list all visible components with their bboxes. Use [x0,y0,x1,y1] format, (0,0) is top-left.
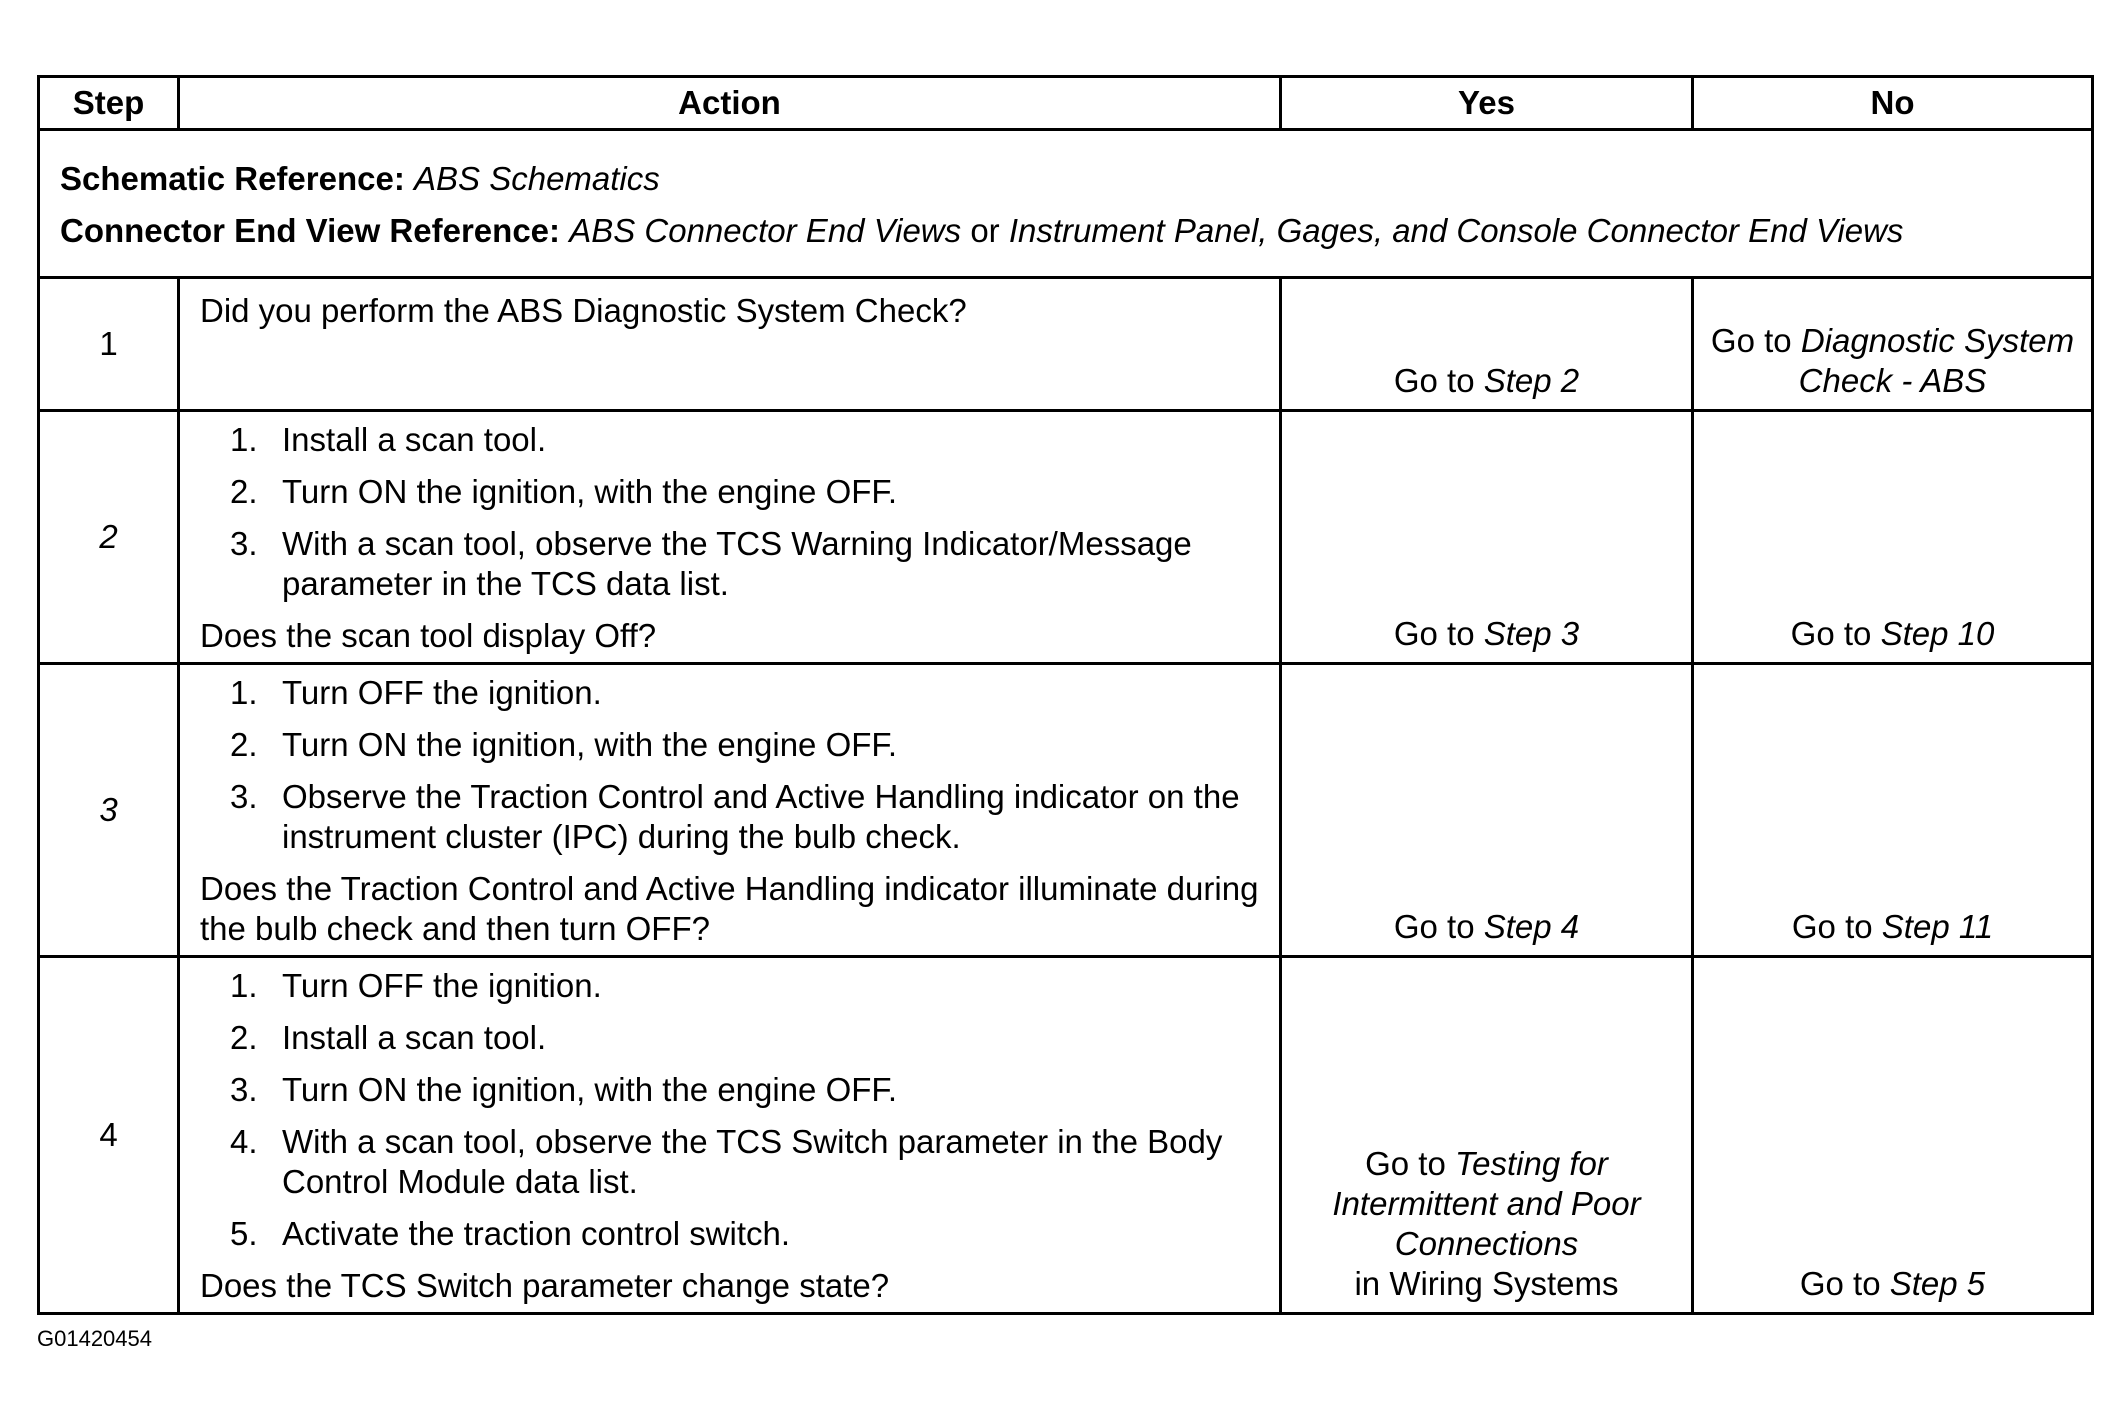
action-item [200,524,1259,604]
schematic-reference-label: Schematic Reference: [60,159,405,197]
step-question: Does the Traction Control and Active Handling indicator illuminate during the bulb check and then turn OFF? [200,870,1259,947]
action-item-text: With a scan tool, observe the TCS Warning Indicator/Message parameter in the TCS data list. [282,525,1192,602]
diagnostic-table-container [37,75,2091,1315]
action-cell [179,278,1281,411]
action-item-text: Install a scan tool. [282,1019,547,1056]
action-item-text: Turn OFF the ignition. [282,967,602,1004]
connector-reference-value-1: ABS Connector End Views [569,211,962,249]
figure-id: G01420454 [37,1326,152,1351]
yes-cell [1281,957,1693,1314]
action-item-number: 3. [230,1071,258,1108]
no-cell [1693,664,2093,957]
action-item-number: 5. [230,1215,258,1252]
action-item-number: 2. [230,1019,258,1056]
step-row-2 [39,411,2093,664]
action-item-text: Observe the Traction Control and Active Handling indicator on the instrument cluster (IPC) during the bulb check. [282,778,1240,855]
action-list [200,966,1259,1254]
action-item-text: Turn ON the ignition, with the engine OFF. [282,473,898,510]
yes-prefix: Go to [1365,1145,1446,1182]
schematic-reference [60,160,2071,198]
action-item-number: 2. [230,726,258,763]
action-item [200,777,1259,857]
action-item-number: 1. [230,967,258,1004]
yes-target: Step 3 [1483,615,1580,652]
diagnostic-table [37,75,2094,1315]
no-cell [1693,278,2093,411]
step-question: Did you perform the ABS Diagnostic System Check? [200,292,967,329]
action-item-number: 3. [230,778,258,815]
action-item [200,1070,1259,1110]
action-item-number: 4. [230,1123,258,1160]
action-list [200,673,1259,857]
no-prefix: Go to [1790,615,1872,652]
no-target: Diagnostic System Check - ABS [1798,322,2075,399]
action-item-number: 1. [230,421,258,458]
step-number: 3 [39,664,179,957]
action-item-text: Activate the traction control switch. [282,1215,791,1252]
action-item-text: Turn ON the ignition, with the engine OFF. [282,1071,898,1108]
no-prefix: Go to [1799,1265,1881,1302]
reference-row [39,130,2093,278]
connector-reference-or: or [970,211,1000,249]
action-item-text: With a scan tool, observe the TCS Switch parameter in the Body Control Module data list. [282,1123,1223,1200]
header-row [39,77,2093,130]
action-item [200,1214,1259,1254]
yes-prefix: Go to [1393,615,1475,652]
reference-cell [39,130,2093,278]
step-number: 1 [39,278,179,411]
step-question: Does the scan tool display Off? [200,617,657,654]
action-item [200,673,1259,713]
action-list [200,420,1259,604]
connector-reference-value-2: Instrument Panel, Gages, and Console Connector End Views [1008,211,1904,249]
action-item [200,725,1259,765]
header-action: Action [179,77,1281,130]
action-item-text: Turn ON the ignition, with the engine OFF. [282,726,898,763]
no-prefix: Go to [1791,908,1873,945]
step-row-4 [39,957,2093,1314]
yes-cell [1281,278,1693,411]
schematic-reference-value: ABS Schematics [414,159,660,197]
action-item [200,1122,1259,1202]
step-row-3 [39,664,2093,957]
no-prefix: Go to [1710,322,1792,359]
yes-target: Step 2 [1483,362,1580,399]
action-item-text: Turn OFF the ignition. [282,674,602,711]
no-target: Step 10 [1880,615,1995,652]
action-item [200,1018,1259,1058]
yes-suffix: in Wiring Systems [1354,1265,1619,1302]
no-target: Step 5 [1889,1265,1986,1302]
yes-cell [1281,664,1693,957]
no-cell [1693,957,2093,1314]
action-item [200,420,1259,460]
yes-prefix: Go to [1393,362,1475,399]
action-item-text: Install a scan tool. [282,421,547,458]
header-step: Step [39,77,179,130]
no-target: Step 11 [1881,908,1994,945]
step-number: 2 [39,411,179,664]
connector-reference [60,212,2071,250]
yes-target: Step 4 [1483,908,1580,945]
header-no: No [1693,77,2093,130]
action-item [200,966,1259,1006]
action-item-number: 2. [230,473,258,510]
step-row-1 [39,278,2093,411]
step-number: 4 [39,957,179,1314]
connector-reference-label: Connector End View Reference: [60,211,561,249]
step-question: Does the TCS Switch parameter change state? [200,1267,890,1304]
yes-prefix: Go to [1393,908,1475,945]
action-item [200,472,1259,512]
action-cell [179,957,1281,1314]
yes-target: Testing for Intermittent and Poor Connections [1332,1145,1641,1262]
action-cell [179,411,1281,664]
no-cell [1693,411,2093,664]
action-item-number: 3. [230,525,258,562]
header-yes: Yes [1281,77,1693,130]
action-item-number: 1. [230,674,258,711]
yes-cell [1281,411,1693,664]
action-cell [179,664,1281,957]
